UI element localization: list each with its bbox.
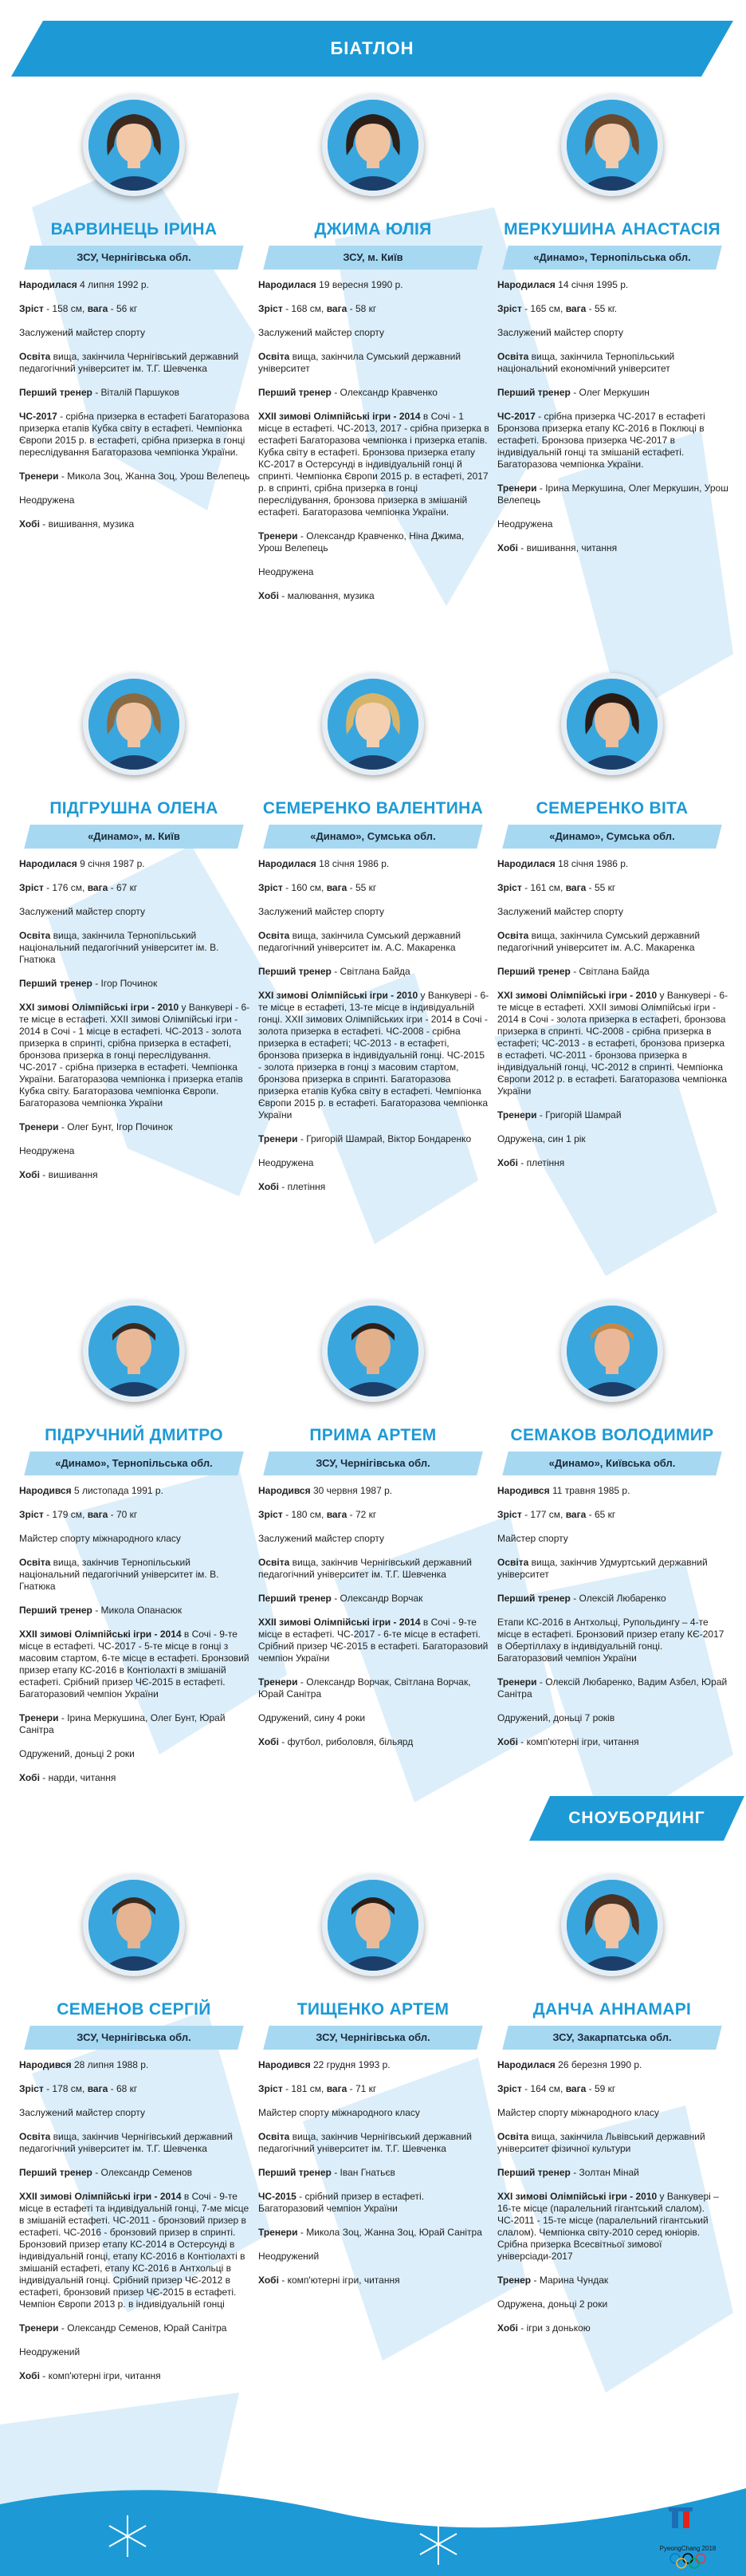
marital-line: Неодружена	[258, 1157, 314, 1168]
athlete-info	[14, 858, 253, 1181]
athlete-club	[266, 1451, 480, 1475]
achievements-line: XXI зимові Олімпійські ігри - 2010 у Ванкувері – 16-те місце (паралельний гігантський слалом). ЧС-2011 - 15-те місце (паралельний гігантський слалом). Чемпіонка світу-2010 серед юніорів. Срібна призерка Всесвітньої зимової універсіади-2017	[497, 2191, 719, 2262]
height-weight-line: Зріст - 158 см, вага - 56 кг	[19, 303, 138, 314]
first-coach-line: Перший тренер - Світлана Байда	[497, 966, 650, 977]
athlete-name: ТИЩЕНКО АРТЕМ	[296, 2000, 450, 2019]
avatar-frame	[322, 1300, 424, 1402]
achievements-line: Етапи КС-2016 в Антхольці, Рупольдингу – 4-те місце в естафеті. Бронзовий призер етапу КЄ-2017 в Обертіллаху в індивідуальній гонці. Багаторазовий чемпіон України	[497, 1617, 724, 1664]
education-line: Освіта вища, закінчив Удмуртський державний університет	[497, 1557, 708, 1580]
first-coach-line: Перший тренер - Світлана Байда	[258, 966, 410, 977]
title-line: Майстер спорту міжнародного класу	[258, 2107, 420, 2118]
olympic-rings-icon	[668, 2552, 708, 2570]
athlete-info	[253, 858, 493, 1193]
coaches-line: Тренери - Григорій Шамрай, Віктор Бондаренко	[258, 1133, 472, 1144]
avatar-frame	[322, 94, 424, 196]
marital-line: Одружена, доньці 2 роки	[497, 2298, 608, 2310]
portrait-icon	[567, 679, 658, 770]
athlete-club	[266, 246, 480, 270]
hobby-line: Хобі - комп'ютерні ігри, читання	[258, 2275, 400, 2286]
athlete-info	[493, 1485, 732, 1748]
born-line: Народилася 18 січня 1986 р.	[258, 858, 390, 869]
portrait-icon	[567, 100, 658, 191]
marital-line: Одружений, сину 4 роки	[258, 1712, 366, 1723]
avatar-frame	[561, 673, 663, 775]
first-coach-line: Перший тренер - Олександр Семенов	[19, 2167, 193, 2178]
born-line: Народилася 4 липня 1992 р.	[19, 279, 149, 290]
athlete-card	[493, 1300, 732, 1760]
athlete-name: ПІДГРУШНА ОЛЕНА	[49, 799, 218, 817]
first-coach-line: Перший тренер - Золтан Мінай	[497, 2167, 639, 2178]
marital-line: Неодружена	[497, 518, 553, 530]
achievements-line: ЧС-2017 - срібна призерка в естафеті Багаторазова призерка етапів Кубка світу в естафеті. Чемпіонка Європи 2015 р. в естафеті, срібна призерка в гонці переслідування Багаторазова чемпіонка України.	[19, 411, 249, 458]
avatar	[567, 1306, 658, 1396]
achievements-line: XXII зимові Олімпійські ігри - 2014 в Сочі - 9-те місце в естафеті. ЧС-2017 - 6-те місце в естафеті. Срібний призер ЧЄ-2015 в естафеті. Багаторазовий чемпіон України	[258, 1617, 489, 1664]
club-label: ЗСУ, м. Київ	[343, 251, 403, 263]
first-coach-line: Перший тренер - Ігор Починок	[19, 978, 158, 989]
athlete-club	[27, 1451, 241, 1475]
hobby-line: Хобі - малювання, музика	[258, 590, 375, 601]
born-line: Народилася 18 січня 1986 р.	[497, 858, 629, 869]
athlete-name: СЕМЕРЕНКО ВАЛЕНТИНА	[262, 799, 484, 817]
education-line: Освіта вища, закінчила Сумський державний педагогічний університет ім. А.С. Макаренка	[258, 930, 461, 953]
born-line: Народився 30 червня 1987 р.	[258, 1485, 393, 1496]
club-label: ЗСУ, Чернігівська обл.	[77, 2031, 191, 2043]
athlete-club	[27, 825, 241, 849]
athlete-card	[493, 673, 732, 1181]
portrait-icon	[88, 1880, 179, 1971]
height-weight-line: Зріст - 164 см, вага - 59 кг	[497, 2083, 616, 2094]
athlete-name: ВАРВИНЕЦЬ ІРИНА	[50, 220, 218, 238]
avatar-frame	[561, 1874, 663, 1976]
club-label: «Динамо», м. Київ	[88, 830, 180, 842]
athlete-club	[27, 246, 241, 270]
marital-line: Неодружений	[19, 2346, 80, 2357]
title-line: Заслужений майстер спорту	[497, 327, 624, 338]
athlete-club	[266, 2026, 480, 2050]
title-line: Заслужений майстер спорту	[258, 327, 385, 338]
avatar	[328, 1880, 418, 1971]
first-coach-line: Перший тренер - Олексій Любаренко	[497, 1593, 666, 1604]
hobby-line: Хобі - вишивання, читання	[497, 542, 618, 553]
avatar	[567, 679, 658, 770]
athlete-name: СЕМАКОВ ВОЛОДИМИР	[510, 1426, 714, 1444]
athlete-name: ДЖИМА ЮЛІЯ	[314, 220, 432, 238]
coaches-line: Тренер - Марина Чундак	[497, 2275, 609, 2286]
biathlon-banner	[11, 21, 733, 77]
achievements-line: XXII зимові Олімпійські ігри - 2014 в Сочі - 1 місце в естафеті. ЧС-2013, 2017 - срібна призерка в естафеті Багаторазова чемпіонка і призерка етапів. Кубка світу в естафеті. Бронзова призерка етапу КС-2017 в Остерсунді в індивідуальній гонці й спринті. Чемпіонка Європи 2015 р. в естафеті, 2017 р. в спринті, срібна призерка в гонці переслідування, бронзова призерка в змішаній естафеті. Багаторазова чемпіонка України.	[258, 411, 489, 518]
avatar	[328, 679, 418, 770]
education-line: Освіта вища, закінчив Чернігівський державний педагогічний університет ім. Т.Г. Шевченка	[258, 2131, 472, 2154]
marital-line: Одружена, син 1 рік	[497, 1133, 586, 1144]
club-label: ЗСУ, Закарпатська обл.	[552, 2031, 672, 2043]
portrait-icon	[88, 1306, 179, 1396]
first-coach-line: Перший тренер - Олександр Ворчак	[258, 1593, 423, 1604]
born-line: Народився 11 травня 1985 р.	[497, 1485, 630, 1496]
hobby-line: Хобі - комп'ютерні ігри, читання	[497, 1736, 639, 1747]
first-coach-line: Перший тренер - Олег Меркушин	[497, 387, 650, 398]
snowboard-banner	[529, 1796, 744, 1841]
athlete-name: ДАНЧА АННАМАРІ	[532, 2000, 692, 2019]
education-line: Освіта вища, закінчила Чернігівський державний педагогічний університет ім. Т.Г. Шевченка	[19, 351, 239, 374]
avatar	[328, 100, 418, 191]
portrait-icon	[328, 679, 418, 770]
achievements-line: ЧС-2017 - срібна призерка ЧС-2017 в естафеті Бронзова призерка етапу КС-2016 в Поклюці в естафеті. Бронзова призерка ЧЄ-2017 в індивідуальній гонці та змішаній естафеті. Багаторазова чемпіонка України.	[497, 411, 705, 470]
marital-line: Неодружений	[258, 2251, 320, 2262]
snowflake-icon	[414, 2520, 462, 2568]
club-label: ЗСУ, Чернігівська обл.	[316, 2031, 430, 2043]
born-line: Народилася 14 січня 1995 р.	[497, 279, 629, 290]
title-line: Майстер спорту міжнародного класу	[497, 2107, 659, 2118]
athlete-name: СЕМЕРЕНКО ВІТА	[536, 799, 689, 817]
athlete-info	[253, 2059, 493, 2286]
marital-line: Неодружена	[19, 1145, 75, 1156]
athlete-club	[27, 2026, 241, 2050]
avatar	[328, 1306, 418, 1396]
athlete-club	[505, 246, 719, 270]
athlete-club	[505, 1451, 719, 1475]
avatar-frame	[83, 94, 185, 196]
hobby-line: Хобі - нарди, читання	[19, 1772, 116, 1783]
title-line: Заслужений майстер спорту	[19, 906, 146, 917]
coaches-line: Тренери - Ірина Меркушина, Олег Меркушин, Урош Велепець	[497, 483, 728, 506]
athlete-card	[253, 94, 493, 614]
portrait-icon	[567, 1306, 658, 1396]
club-label: «Динамо», Сумська обл.	[310, 830, 436, 842]
first-coach-line: Перший тренер - Віталій Паршуков	[19, 387, 179, 398]
athlete-name: СЕМЕНОВ СЕРГІЙ	[57, 2000, 211, 2019]
avatar	[88, 1880, 179, 1971]
avatar	[88, 1306, 179, 1396]
title-line: Заслужений майстер спорту	[19, 327, 146, 338]
club-label: «Динамо», Сумська обл.	[549, 830, 675, 842]
portrait-icon	[88, 679, 179, 770]
born-line: Народився 22 грудня 1993 р.	[258, 2059, 391, 2070]
education-line: Освіта вища, закінчив Тернопільський національний педагогічний університет ім. В. Гнатюка	[19, 1557, 219, 1592]
achievements-line: XXII зимові Олімпійські ігри - 2014 в Сочі - 9-те місце в естафеті. ЧС-2017 - 5-те місце в гонці з масовим стартом, 6-те місце в естафеті. Бронзовий призер етапу КС-2016 в Контіолахті в змішаній естафеті. Срібний призер ЧЄ-2015 в естафеті. Багаторазовий чемпіон України	[19, 1629, 249, 1700]
born-line: Народилася 9 січня 1987 р.	[19, 858, 145, 869]
avatar	[88, 100, 179, 191]
height-weight-line: Зріст - 179 см, вага - 70 кг	[19, 1509, 138, 1520]
portrait-icon	[328, 1306, 418, 1396]
marital-line: Одружений, доньці 2 роки	[19, 1748, 135, 1759]
title-line: Заслужений майстер спорту	[258, 1533, 385, 1544]
pyeongchang-emblem-icon	[664, 2504, 712, 2539]
height-weight-line: Зріст - 178 см, вага - 68 кг	[19, 2083, 138, 2094]
marital-line: Неодружена	[19, 494, 75, 506]
coaches-line: Тренери - Олег Бунт, Ігор Починок	[19, 1121, 173, 1132]
height-weight-line: Зріст - 180 см, вага - 72 кг	[258, 1509, 377, 1520]
title-line: Заслужений майстер спорту	[258, 906, 385, 917]
education-line: Освіта вища, закінчив Чернігівський державний педагогічний університет ім. Т.Г. Шевченка	[258, 1557, 472, 1580]
education-line: Освіта вища, закінчив Чернігівський державний педагогічний університет ім. Т.Г. Шевченка	[19, 2131, 233, 2154]
hobby-line: Хобі - плетіння	[497, 1157, 565, 1168]
portrait-icon	[88, 100, 179, 191]
athlete-info	[493, 279, 732, 554]
born-line: Народився 28 липня 1988 р.	[19, 2059, 149, 2070]
title-line: Майстер спорту міжнародного класу	[19, 1533, 181, 1544]
logo-text: PyeongChang 2018	[659, 2545, 717, 2552]
marital-line: Неодружена	[258, 566, 314, 577]
height-weight-line: Зріст - 181 см, вага - 71 кг	[258, 2083, 377, 2094]
avatar-frame	[83, 1874, 185, 1976]
avatar-frame	[83, 673, 185, 775]
athlete-card	[14, 94, 253, 542]
athlete-info	[253, 279, 493, 602]
avatar-frame	[561, 1300, 663, 1402]
education-line: Освіта вища, закінчила Сумський державний університет	[258, 351, 461, 374]
avatar-frame	[83, 1300, 185, 1402]
first-coach-line: Перший тренер - Іван Гнатьєв	[258, 2167, 395, 2178]
height-weight-line: Зріст - 161 см, вага - 55 кг	[497, 882, 616, 893]
achievements-line: XXI зимові Олімпійські ігри - 2010 у Ванкувері - 6-те місце в естафеті. XXII зимові Олімпійські ігри - 2014 в Сочі - золота призерка в естафеті, бронзова призерка в спринті. ЧС-2008 - срібна призерка в естафеті; ЧС-2013 - в естафеті, бронзова призерка в естафеті. ЧС-2011 - бронзова призерка в індивідуальній гонці, ЧС-2012 в спринті. Чемпіонка Європи 2012 р. в естафеті. Багаторазова чемпіонка України	[497, 990, 728, 1097]
athlete-card	[14, 1300, 253, 1796]
education-line: Освіта вища, закінчила Тернопільський національний економічний університет	[497, 351, 675, 374]
athlete-card	[14, 1874, 253, 2394]
hobby-line: Хобі - вишивання, музика	[19, 518, 135, 530]
avatar	[567, 100, 658, 191]
athlete-club	[505, 2026, 719, 2050]
height-weight-line: Зріст - 176 см, вага - 67 кг	[19, 882, 138, 893]
athlete-name: МЕРКУШИНА АНАСТАСІЯ	[504, 220, 720, 238]
achievements-line: XXII зимові Олімпійські ігри - 2014 в Сочі - 9-те місце в естафеті та індивідуальній гонці, 7-ме місце в змішаній естафеті. ЧС-2011 - бронзовий призер в естафеті. ЧС-2016 - бронзовий призер в спринті. Бронзовий призер етапу КС-2014 в Остерсунді в індивідуальній гонці, етапу КС-2016 в Контіолахті в змішаній естафеті, етапу КС-2016 в Антхольці в індивідуальній гонці. Срібний призер ЧЄ-2012 в естафеті, бронзовий призер ЧЄ-2015 в естафеті. Чемпіон Європи 2013 р. в індивідуальній гонці	[19, 2191, 249, 2310]
achievements-line: XXI зимові Олімпійські ігри - 2010 у Ванкувері - 6-те місце в естафеті. XXII зимові Олімпійські ігри - 2014 в Сочі - 1 місце в естафеті. ЧС-2013 - золота призерка в спринті, срібна призерка в естафеті, бронзова призерка в гонці переслідування. ЧС-2017 - срібна призерка в естафеті. Чемпіонка України. Багаторазова чемпіонка і призерка етапів Кубка світу. Багаторазова чемпіонка Європи. Багаторазова чемпіонка України	[19, 1002, 250, 1109]
athlete-info	[14, 279, 253, 530]
education-line: Освіта вища, закінчила Львівський державний університет фізичної культури	[497, 2131, 705, 2154]
achievements-line: ЧС-2015 - срібний призер в естафеті. Багаторазовий чемпіон України	[258, 2191, 425, 2214]
athlete-name: ПРИМА АРТЕМ	[309, 1426, 437, 1444]
avatar-frame	[322, 673, 424, 775]
avatar-frame	[561, 94, 663, 196]
hobby-line: Хобі - ігри з донькою	[497, 2322, 591, 2334]
achievements-line: XXI зимові Олімпійські ігри - 2010 у Ванкувері - 6-те місце в естафеті, 13-те місце в індивідуальній гонці. XXII зимових Олімпійських ігри - 2014 в Сочі - золота призерка в естафеті. ЧС-2008 - срібна призерка в естафеті; ЧС-2013 - в естафеті, бронзова призерка в індивідуальній гонці. ЧС-2015 - золота призерка в гонці з масовим стартом, бронзова призерка в спринті. Багаторазова призерка етапів Кубка світу в естафеті. Чемпіонка Європи 2015 р. в естафеті. Багаторазова чемпіонка України	[258, 990, 489, 1121]
height-weight-line: Зріст - 168 см, вага - 58 кг	[258, 303, 377, 314]
height-weight-line: Зріст - 177 см, вага - 65 кг	[497, 1509, 616, 1520]
hobby-line: Хобі - футбол, риболовля, більярд	[258, 1736, 414, 1747]
coaches-line: Тренери - Олександр Ворчак, Світлана Ворчак, Юрай Санітра	[258, 1676, 471, 1700]
avatar-frame	[322, 1874, 424, 1976]
portrait-icon	[567, 1880, 658, 1971]
athlete-name: ПІДРУЧНИЙ ДМИТРО	[45, 1426, 223, 1444]
club-label: «Динамо», Тернопільська обл.	[55, 1457, 213, 1469]
club-label: ЗСУ, Чернігівська обл.	[316, 1457, 430, 1469]
first-coach-line: Перший тренер - Олександр Кравченко	[258, 387, 438, 398]
avatar	[88, 679, 179, 770]
height-weight-line: Зріст - 165 см, вага - 55 кг.	[497, 303, 618, 314]
athlete-info	[14, 1485, 253, 1784]
athlete-card	[493, 94, 732, 566]
athlete-club	[266, 825, 480, 849]
born-line: Народився 5 листопада 1991 р.	[19, 1485, 163, 1496]
hobby-line: Хобі - плетіння	[258, 1181, 326, 1192]
title-line: Заслужений майстер спорту	[19, 2107, 146, 2118]
coaches-line: Тренери - Олександр Семенов, Юрай Санітра	[19, 2322, 227, 2334]
coaches-line: Тренери - Олексій Любаренко, Вадим Азбел, Юрай Санітра	[497, 1676, 728, 1700]
coaches-line: Тренери - Олександр Кравченко, Ніна Джима, Урош Велепець	[258, 530, 465, 553]
born-line: Народилася 19 вересня 1990 р.	[258, 279, 403, 290]
club-label: ЗСУ, Чернігівська обл.	[77, 251, 191, 263]
hobby-line: Хобі - вишивання	[19, 1169, 98, 1180]
athlete-card	[14, 673, 253, 1193]
club-label: «Динамо», Тернопільська обл.	[533, 251, 691, 263]
portrait-icon	[328, 1880, 418, 1971]
born-line: Народилася 26 березня 1990 р.	[497, 2059, 642, 2070]
coaches-line: Тренери - Григорій Шамрай	[497, 1109, 622, 1121]
snowflake-icon	[104, 2512, 151, 2560]
athlete-info	[493, 858, 732, 1169]
coaches-line: Тренери - Ірина Меркушина, Олег Бунт, Юрай Санітра	[19, 1712, 226, 1735]
marital-line: Одружений, доньці 7 років	[497, 1712, 615, 1723]
title-line: Заслужений майстер спорту	[497, 906, 624, 917]
club-label: «Динамо», Київська обл.	[548, 1457, 676, 1469]
height-weight-line: Зріст - 160 см, вага - 55 кг	[258, 882, 377, 893]
athlete-info	[14, 2059, 253, 2382]
coaches-line: Тренери - Микола Зоц, Жанна Зоц, Урош Велепець	[19, 471, 250, 482]
athlete-club	[505, 825, 719, 849]
athlete-card	[253, 673, 493, 1205]
education-line: Освіта вища, закінчила Сумський державний педагогічний університет ім. А.С. Макаренка	[497, 930, 701, 953]
snowboard-title: СНОУБОРДИНГ	[568, 1809, 705, 1827]
hobby-line: Хобі - комп'ютерні ігри, читання	[19, 2370, 161, 2381]
biathlon-title: БІАТЛОН	[330, 38, 414, 58]
portrait-icon	[328, 100, 418, 191]
athlete-card	[253, 1874, 493, 2298]
education-line: Освіта вища, закінчила Тернопільський національний педагогічний університет ім. В. Гнатюка	[19, 930, 219, 965]
title-line: Майстер спорту	[497, 1533, 568, 1544]
athlete-info	[493, 2059, 732, 2334]
avatar	[567, 1880, 658, 1971]
olympic-logo	[654, 2504, 722, 2568]
athlete-info	[253, 1485, 493, 1748]
coaches-line: Тренери - Микола Зоц, Жанна Зоц, Юрай Санітра	[258, 2227, 482, 2238]
athlete-card	[493, 1874, 732, 2346]
athlete-card	[253, 1300, 493, 1760]
first-coach-line: Перший тренер - Микола Опанасюк	[19, 1605, 183, 1616]
